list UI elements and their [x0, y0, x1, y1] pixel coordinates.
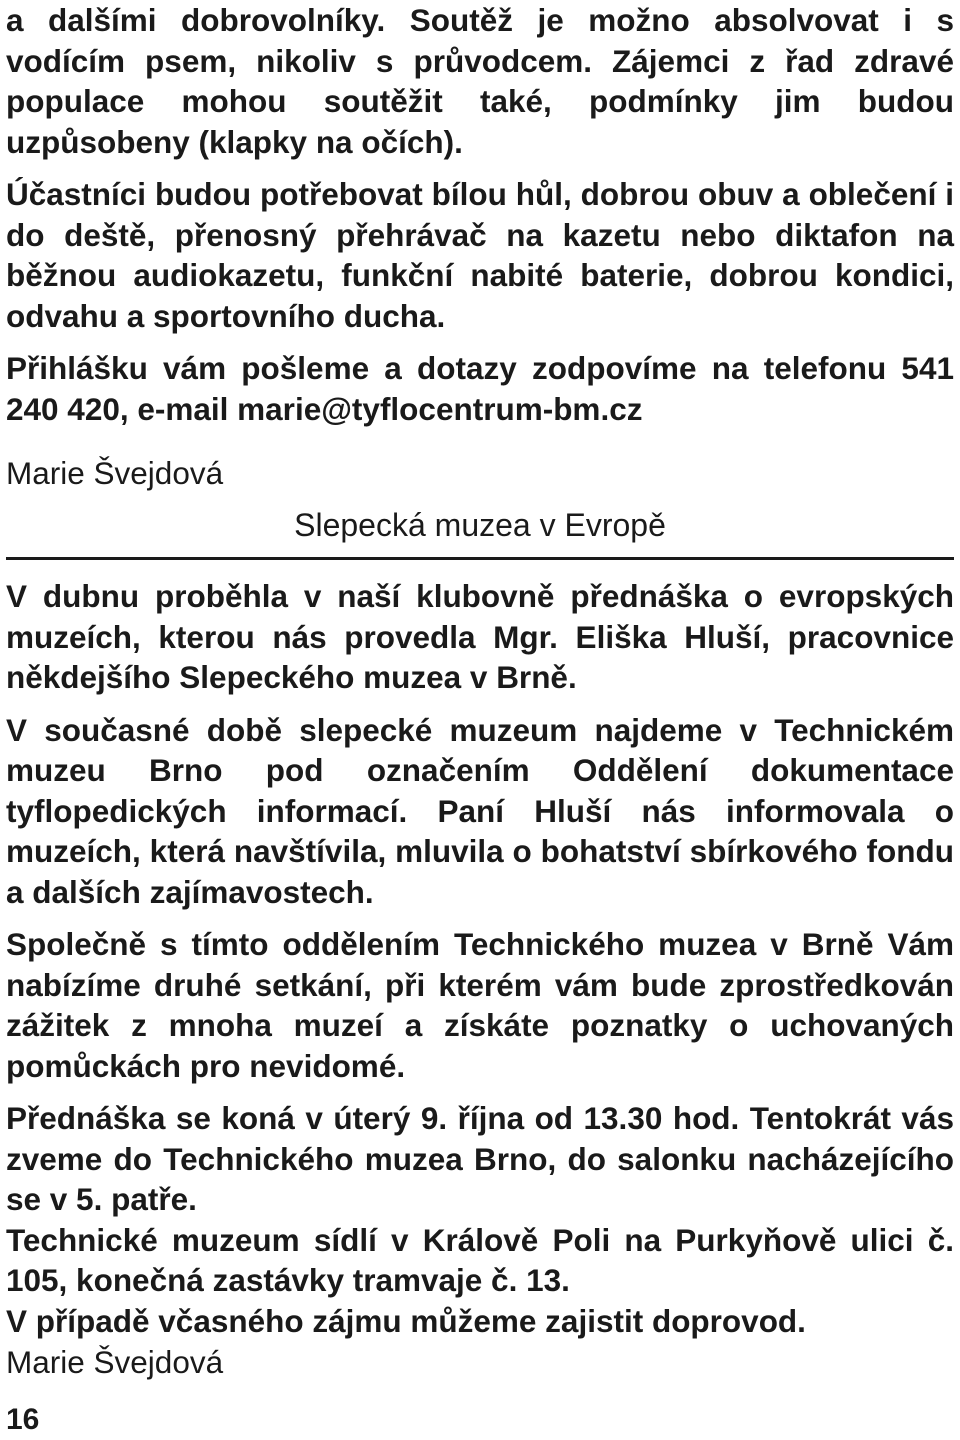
author-signature: Marie Švejdová — [6, 455, 224, 491]
page-number: 16 — [6, 1403, 40, 1436]
paragraph-second-meeting: Společně s tímto oddělením Technického muzea v Brně Vám nabízíme druhé setkání, při kterém vám bude zprostředkován zážitek z mnoha muzeí a získáte poznatky o uchovaných pomůckách pro nevidomé. — [6, 926, 954, 1084]
paragraph-lecture-april: V dubnu proběhla v naší klubovně přednáška o evropských muzeích, kterou nás provedla Mgr. Eliška Hluší, pracovnice někdejšího Slepeckého muzea v Brně. — [6, 578, 954, 695]
paragraph-contact: Přihlášku vám pošleme a dotazy zodpovíme na telefonu 541 240 420, e-mail marie@tyflocentrum-bm.cz — [6, 350, 954, 427]
paragraph-lecture-date: Přednáška se koná v úterý 9. října od 13.30 hod. Tentokrát vás zveme do Technického muzea Brno, do salonku nacházejícího se v 5. patře. — [6, 1100, 954, 1217]
article-title: Slepecká muzea v Evropě — [6, 503, 954, 560]
paragraph-museum-today: V současné době slepecké muzeum najdeme v Technickém muzeu Brno pod označením Oddělení dokumentace tyflopedických informací. Paní Hluší nás informovala o muzeích, která navštívila, mluvila o bohatství sbírkového fondu a dalších zajímavostech. — [6, 711, 954, 910]
paragraph-museum-location: Technické muzeum sídlí v Králově Poli na Purkyňově ulici č. 105, konečná zastávky tramvaje č. 13. — [6, 1221, 954, 1298]
paragraph-escort: V případě včasného zájmu můžeme zajistit doprovod. — [6, 1302, 806, 1339]
article-signature: Marie Švejdová — [6, 1344, 224, 1380]
paragraph-requirements: Účastníci budou potřebovat bílou hůl, dobrou obuv a oblečení i do deště, přenosný přehrávač na kazetu nebo diktafon na běžnou audiokazetu, funkční nabité baterie, dobrou kondici, odvahu a sportovního ducha. — [6, 176, 954, 334]
paragraph-competition-intro: a dalšími dobrovolníky. Soutěž je možno absolvovat i s vodícím psem, nikoliv s průvodcem. Zájemci z řad zdravé populace mohou soutěžit také, podmínky jim budou uzpůsobeny (klapky na očích). — [6, 2, 954, 160]
